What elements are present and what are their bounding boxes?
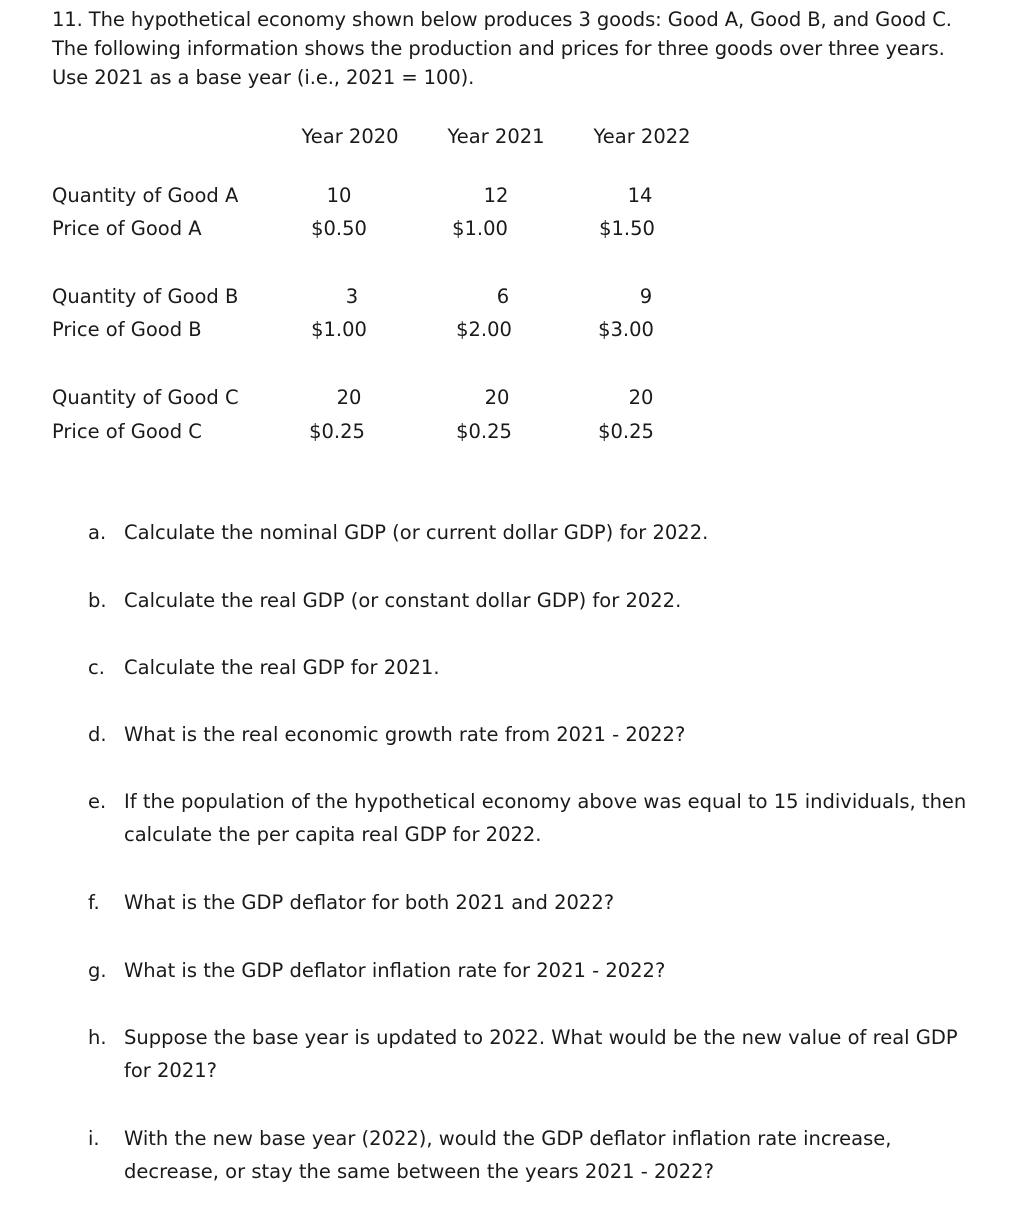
table-cell: $3.00 xyxy=(598,318,654,341)
table-cell: 3 xyxy=(345,285,359,308)
question-line: for 2021? xyxy=(124,1059,217,1082)
table-cell: $0.25 xyxy=(309,420,365,443)
table-cell: $2.00 xyxy=(456,318,512,341)
question-text xyxy=(124,886,984,919)
row-label-quantity-c: Quantity of Good C xyxy=(52,386,239,409)
question-letter: g. xyxy=(88,959,107,982)
table-cell: 10 xyxy=(326,184,352,207)
question-text xyxy=(124,1021,984,1087)
question-letter: c. xyxy=(88,656,105,679)
header-year-2022: Year 2022 xyxy=(593,125,691,148)
table-cell: $1.00 xyxy=(311,318,367,341)
row-label-quantity-a: Quantity of Good A xyxy=(52,184,239,207)
table-cell: 14 xyxy=(627,184,653,207)
question-line: Calculate the real GDP (or constant dollar GDP) for 2022. xyxy=(124,589,682,612)
table-cell: $0.25 xyxy=(598,420,654,443)
question-text xyxy=(124,718,984,751)
intro-line-1: 11. The hypothetical economy shown below produces 3 goods: Good A, Good B, and Good C. xyxy=(52,8,952,31)
intro-line-2: The following information shows the production and prices for three goods over three years. xyxy=(52,37,945,60)
question-line: Calculate the nominal GDP (or current dollar GDP) for 2022. xyxy=(124,521,709,544)
table-cell: 12 xyxy=(483,184,509,207)
question-line: calculate the per capita real GDP for 2022. xyxy=(124,823,542,846)
question-text xyxy=(124,1122,984,1188)
question-letter: i. xyxy=(88,1127,100,1150)
question-letter: b. xyxy=(88,589,107,612)
question-text xyxy=(124,651,984,684)
table-cell: 20 xyxy=(336,386,362,409)
table-cell: 9 xyxy=(639,285,653,308)
row-label-quantity-b: Quantity of Good B xyxy=(52,285,239,308)
question-text xyxy=(124,785,984,851)
question-line: What is the GDP deflator inflation rate for 2021 - 2022? xyxy=(124,959,666,982)
row-label-price-c: Price of Good C xyxy=(52,420,202,443)
table-cell: $1.50 xyxy=(599,217,655,240)
question-letter: d. xyxy=(88,723,107,746)
question-text xyxy=(124,516,984,549)
question-text xyxy=(124,584,984,617)
table-cell: 20 xyxy=(484,386,510,409)
question-letter: a. xyxy=(88,521,107,544)
row-label-price-a: Price of Good A xyxy=(52,217,202,240)
table-cell: $0.25 xyxy=(456,420,512,443)
header-year-2020: Year 2020 xyxy=(301,125,399,148)
question-line: If the population of the hypothetical economy above was equal to 15 individuals, then xyxy=(124,790,967,813)
table-cell: 20 xyxy=(628,386,654,409)
question-letter: f. xyxy=(88,891,100,914)
row-label-price-b: Price of Good B xyxy=(52,318,202,341)
question-letter: h. xyxy=(88,1026,107,1049)
data-table xyxy=(0,0,1018,460)
table-cell: $0.50 xyxy=(311,217,367,240)
question-text xyxy=(124,954,984,987)
question-line: Calculate the real GDP for 2021. xyxy=(124,656,440,679)
question-line: With the new base year (2022), would the GDP deflator inflation rate increase, xyxy=(124,1127,892,1150)
question-letter: e. xyxy=(88,790,107,813)
table-cell: $1.00 xyxy=(452,217,508,240)
question-line: What is the real economic growth rate from 2021 - 2022? xyxy=(124,723,686,746)
question-line: decrease, or stay the same between the years 2021 - 2022? xyxy=(124,1160,714,1183)
question-line: What is the GDP deflator for both 2021 and 2022? xyxy=(124,891,615,914)
table-cell: 6 xyxy=(496,285,510,308)
intro-line-3: Use 2021 as a base year (i.e., 2021 = 100). xyxy=(52,66,475,89)
question-line: Suppose the base year is updated to 2022. What would be the new value of real GDP xyxy=(124,1026,958,1049)
header-year-2021: Year 2021 xyxy=(447,125,545,148)
